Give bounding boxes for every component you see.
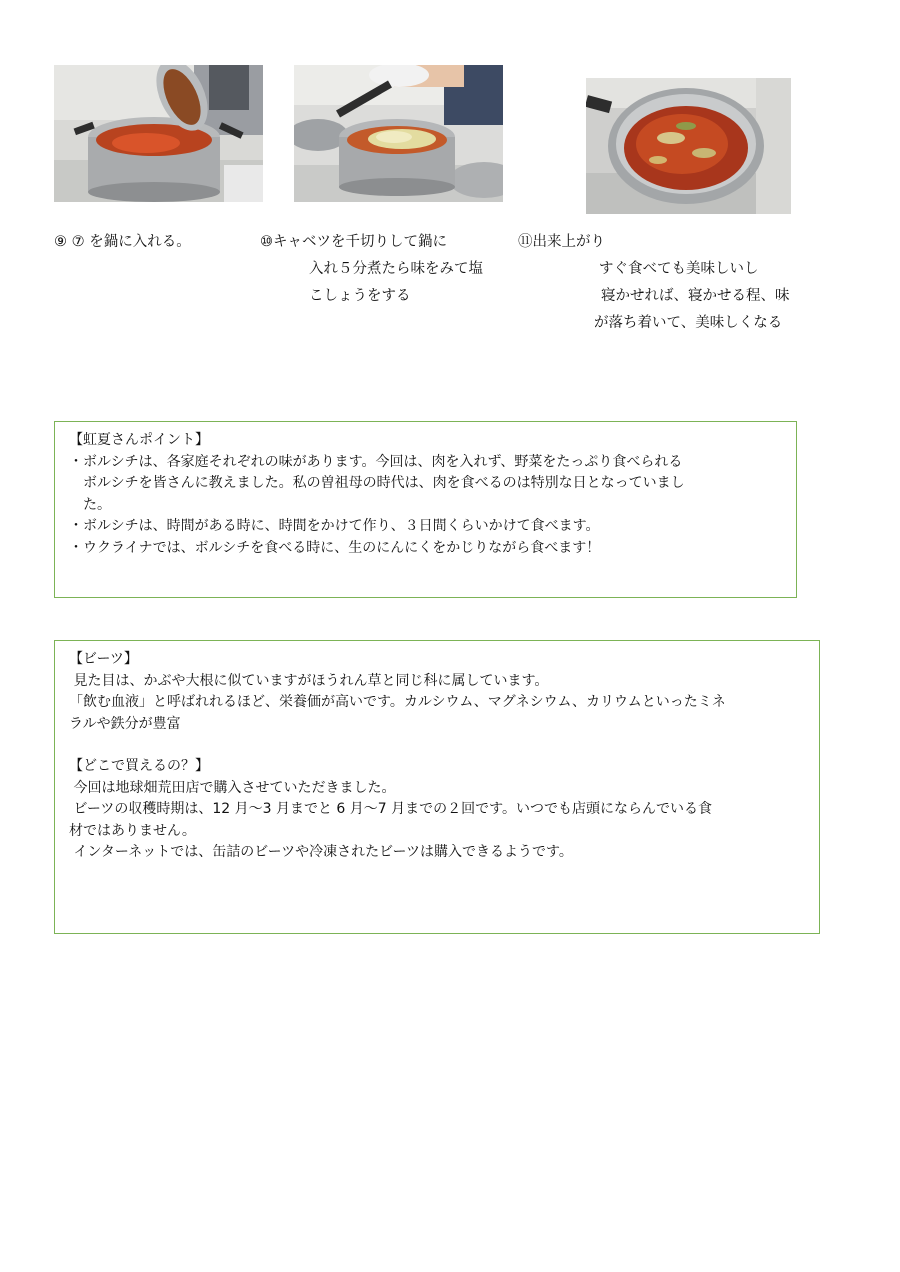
caption-line: が落ち着いて、美味しくなる <box>594 315 783 331</box>
caption-line: 入れ５分煮たら味をみて塩 <box>309 261 483 277</box>
where-title: 【どこで買えるの？】 <box>69 758 209 774</box>
caption-line: ⑨ ⑦ を鍋に入れる。 <box>54 234 191 250</box>
point-line: た。 <box>83 496 111 513</box>
beet-line: ラルや鉄分が豊富 <box>69 715 181 732</box>
photo-adding-cabbage <box>294 65 503 202</box>
beet-line: 「飲む血液」と呼ばれれるほど、栄養価が高いです。カルシウム、マグネシウム、カリウムといったミネ <box>69 694 726 710</box>
point-box-title: 【虹夏さんポイント】 <box>69 432 209 448</box>
step-caption-10 <box>260 229 483 310</box>
caption-line: ⑩キャベツを千切りして鍋に <box>260 234 447 250</box>
spacer <box>69 735 809 756</box>
caption-line: ⑪出来上がり <box>518 234 605 250</box>
where-line: 今回は地球畑荒田店で購入させていただきました。 <box>69 779 396 796</box>
point-line: ・ボルシチは、時間がある時に、時間をかけて作り、３日間くらいかけて食べます。 <box>69 518 600 534</box>
photo-pouring-sauce <box>54 65 263 202</box>
where-line: ビーツの収穫時期は、12 月～3 月までと 6 月～7 月までの２回です。いつでも店頭にならんでいる食 <box>69 801 712 817</box>
caption-line: すぐ食べても美味しいし <box>599 261 759 277</box>
step-caption-11 <box>518 229 790 337</box>
point-line: ・ウクライナでは、ボルシチを食べる時に、生のにんにくをかじりながら食べます！ <box>69 539 601 556</box>
where-line: 材ではありません。 <box>69 822 196 839</box>
photo-finished-borscht <box>586 78 791 214</box>
point-line: ボルシチを皆さんに教えました。私の曽祖母の時代は、肉を食べるのは特別な日となっていまし <box>83 475 685 491</box>
where-line: インターネットでは、缶詰のビーツや冷凍されたビーツは購入できるようです。 <box>69 844 573 860</box>
beet-box <box>54 640 820 934</box>
point-line: ・ボルシチは、各家庭それぞれの味があります。今回は、肉を入れず、野菜をたっぷり食べられる <box>69 453 683 470</box>
beet-line: 見た目は、かぶや大根に似ていますがほうれん草と同じ科に属しています。 <box>69 672 549 689</box>
point-box <box>54 421 797 598</box>
step-caption-9 <box>54 229 191 256</box>
caption-line: こしょうをする <box>309 288 411 304</box>
beet-box-title: 【ビーツ】 <box>69 651 138 667</box>
caption-line: 寝かせれば、寝かせる程、味 <box>601 288 790 304</box>
